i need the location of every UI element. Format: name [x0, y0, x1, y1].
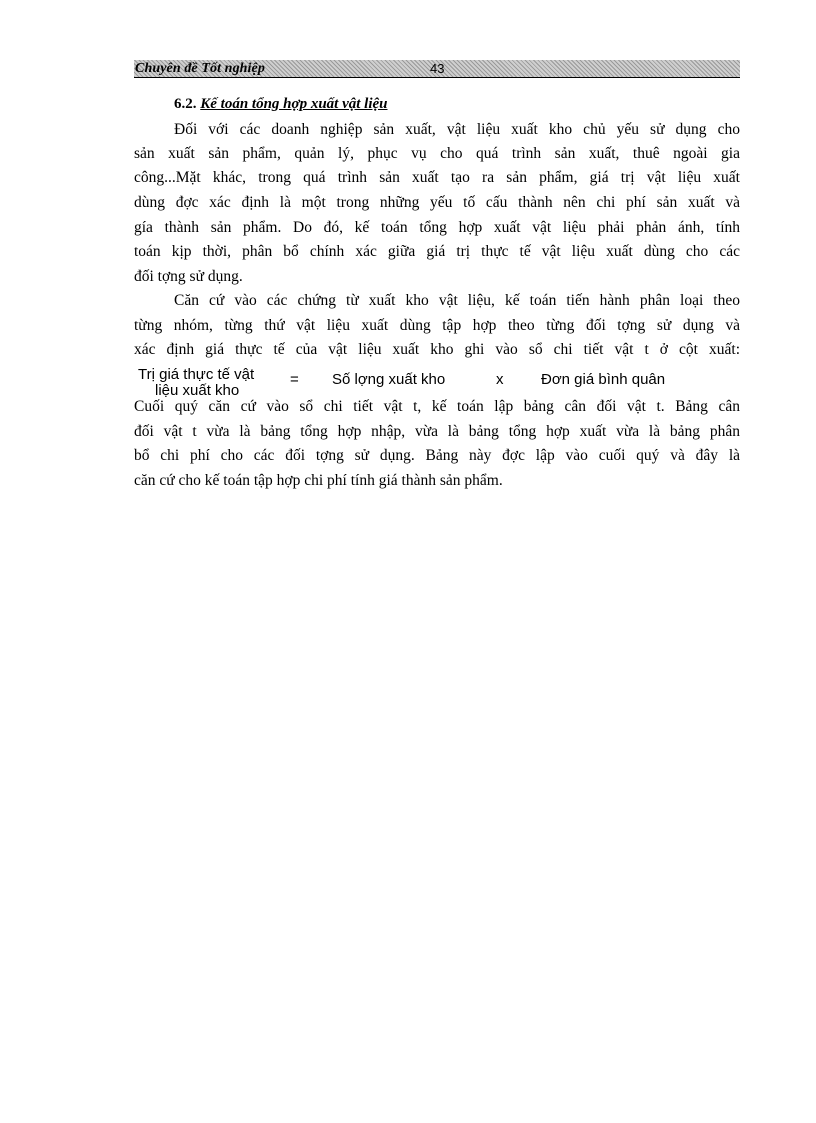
section-number: 6.2.	[174, 96, 197, 112]
formula-times: x	[496, 371, 504, 388]
paragraph-line: đối tợng sử dụng.	[134, 268, 243, 285]
paragraph-line: xác định giá thực tế của vật liệu xuất kho ghi vào sổ chi tiết vật t ở cột xuất:	[134, 341, 740, 358]
paragraph-line: công...Mặt khác, trong quá trình sản xuất tạo ra sản phẩm, giá trị vật liệu xuất	[134, 169, 740, 186]
paragraph-line: từng nhóm, từng thứ vật liệu xuất dùng tập hợp theo từng đối tợng sử dụng và	[134, 317, 740, 334]
paragraph-line: Căn cứ vào các chứng từ xuất kho vật liệu, kế toán tiến hành phân loại theo	[174, 292, 740, 309]
page-number: 43	[430, 61, 445, 76]
paragraph-line: đối vật t vừa là bảng tổng hợp nhập, vừa là bảng tổng hợp xuất vừa là bảng phân	[134, 423, 740, 440]
section-heading	[174, 96, 388, 113]
paragraph-line: căn cứ cho kế toán tập hợp chi phí tính giá thành sản phẩm.	[134, 472, 503, 489]
formula-unit-price: Đơn giá bình quân	[541, 371, 666, 388]
section-title: Kế toán tổng hợp xuất vật liệu	[200, 96, 388, 112]
paragraph-line: sản xuất sản phẩm, quản lý, phục vụ cho quá trình sản xuất, thuê ngoài gia	[134, 145, 740, 162]
paragraph-line: bổ chi phí cho các đối tợng sử dụng. Bảng này đợc lập vào cuối quý và đây là	[134, 447, 740, 464]
paragraph-line: Đối với các doanh nghiệp sản xuất, vật liệu xuất kho chủ yếu sử dụng cho	[174, 121, 740, 138]
paragraph-line: gía thành sản phẩm. Do đó, kế toán tổng hợp xuất vật liệu phải phản ánh, tính	[134, 219, 740, 236]
page-header	[134, 60, 740, 78]
formula-lhs-line2: liệu xuất kho	[155, 382, 240, 399]
paragraph-line: toán kịp thời, phân bổ chính xác giữa giá trị thực tế vật liệu xuất dùng cho các	[134, 243, 740, 260]
formula-equals: =	[290, 371, 299, 388]
formula-lhs-line1: Trị giá thực tế vật	[138, 366, 255, 383]
header-title: Chuyên đề Tốt nghiệp	[135, 61, 265, 76]
paragraph-line: Cuối quý căn cứ vào sổ chi tiết vật t, kế toán lập bảng cân đối vật t. Bảng cân	[134, 398, 740, 415]
formula-quantity: Số lợng xuất kho	[332, 371, 446, 388]
paragraph-line: dùng đợc xác định là một trong những yếu tố cấu thành nên chi phí sản xuất và	[134, 194, 740, 211]
